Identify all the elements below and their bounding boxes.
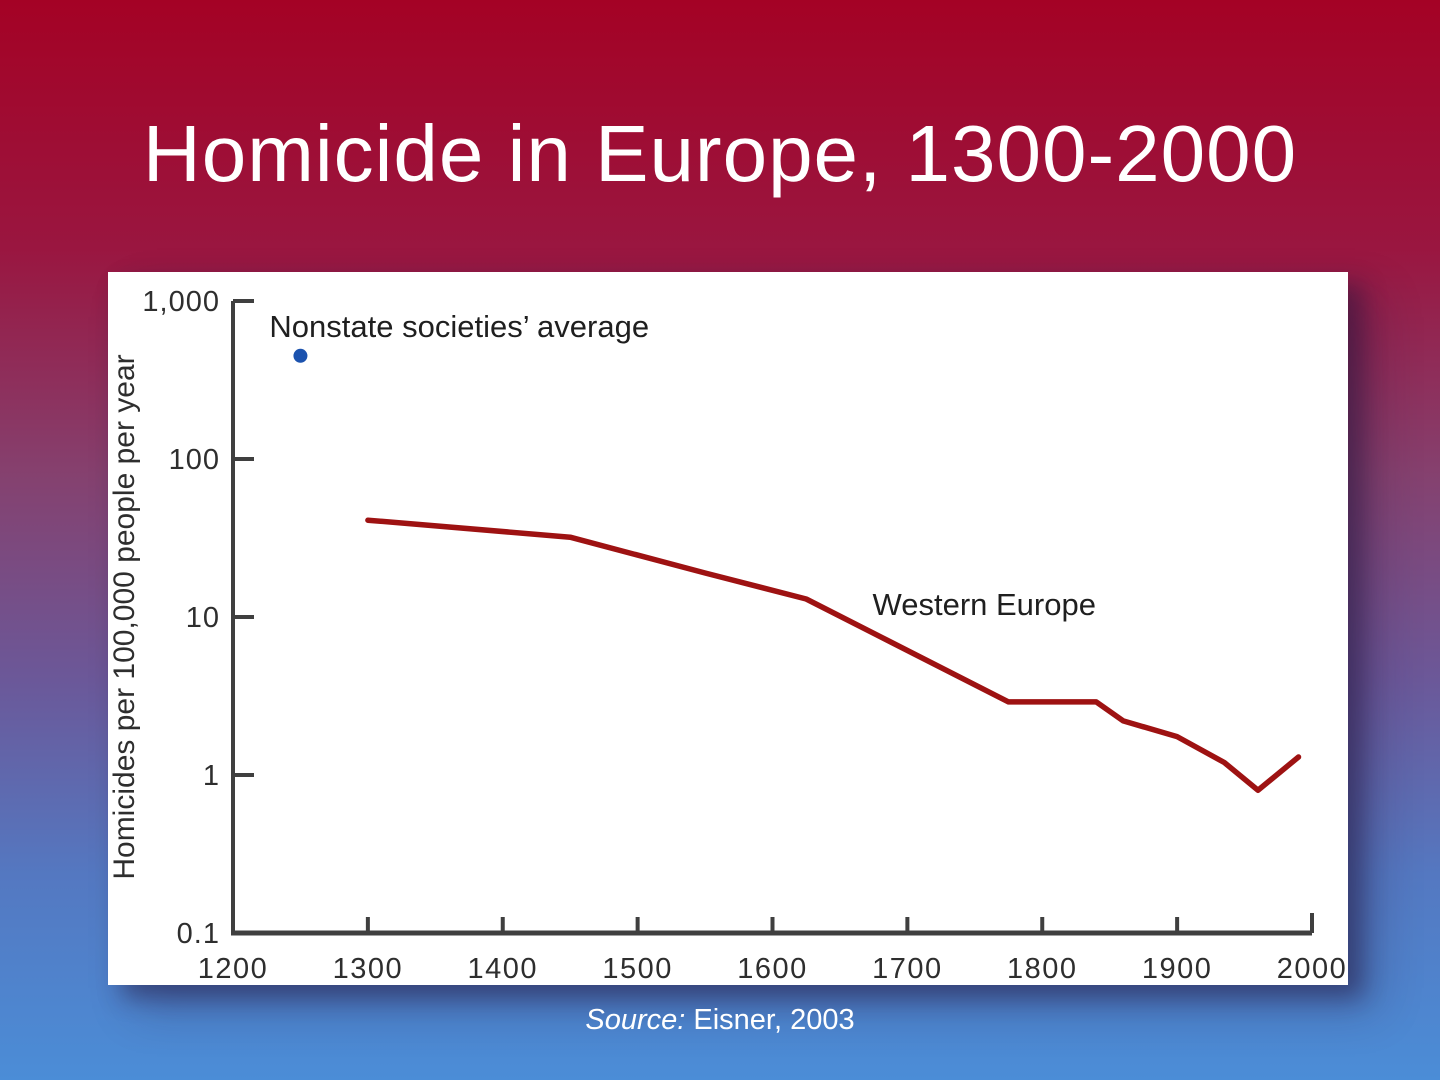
homicide-chart <box>108 272 1348 985</box>
y-tick-label: 10 <box>185 602 220 634</box>
slide-title: Homicide in Europe, 1300-2000 <box>142 109 1298 198</box>
x-tick-label: 1800 <box>1006 953 1078 985</box>
source-prefix: Source: <box>585 1004 686 1036</box>
x-tick-label: 1600 <box>737 953 808 985</box>
annotation-label: Western Europe <box>872 586 1096 622</box>
x-tick-label: 1200 <box>197 953 269 985</box>
y-tick-label: 100 <box>168 444 220 476</box>
x-tick-label: 1500 <box>602 953 673 985</box>
y-tick-label: 0.1 <box>176 918 220 950</box>
source-label <box>0 1004 1440 1037</box>
y-axis-title: Homicides per 100,000 people per year <box>108 354 141 880</box>
nonstate-point <box>293 349 307 363</box>
annotation-label: Nonstate societies’ average <box>269 309 650 345</box>
y-tick-label: 1,000 <box>142 286 220 318</box>
x-tick-label: 1900 <box>1141 953 1213 985</box>
x-tick-label: 2000 <box>1276 953 1348 985</box>
chart-panel <box>108 272 1348 985</box>
western-europe-line <box>368 520 1299 790</box>
y-tick-label: 1 <box>202 760 220 792</box>
x-tick-label: 1300 <box>332 953 404 985</box>
x-tick-label: 1700 <box>872 953 943 985</box>
x-tick-label: 1400 <box>467 953 539 985</box>
source-citation: Eisner, 2003 <box>685 1004 855 1036</box>
